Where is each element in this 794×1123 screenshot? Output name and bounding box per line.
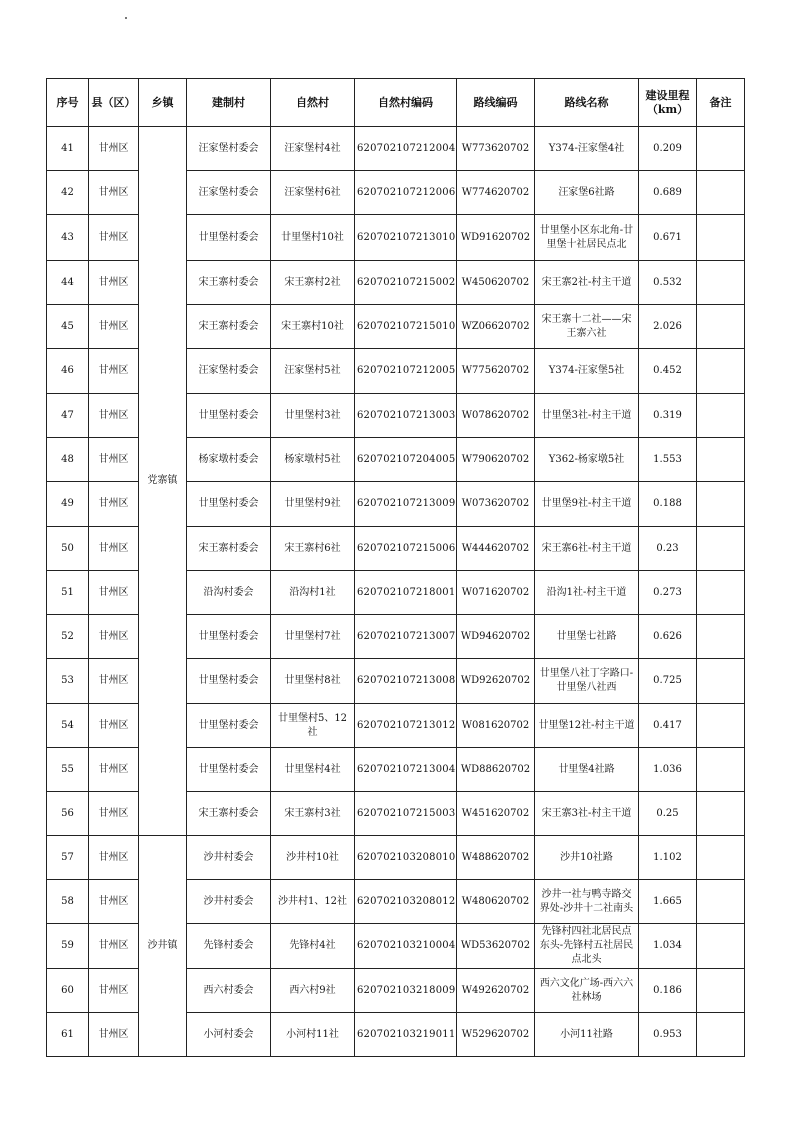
length-cell: 0.186: [639, 969, 697, 1013]
natural-village-cell: 沿沟村1社: [271, 571, 355, 615]
remarks-cell: [697, 127, 745, 171]
remarks-cell: [697, 659, 745, 704]
admin-village-cell: 宋王寨村委会: [187, 527, 271, 571]
remarks-cell: [697, 571, 745, 615]
remarks-cell: [697, 261, 745, 305]
seq-cell: 47: [47, 394, 89, 438]
route-name-cell: 沙井一社与鸭寺路交界处-沙井十二社南头: [535, 880, 639, 924]
village-code-cell: 620702103219011: [355, 1013, 457, 1057]
route-code-cell: W492620702: [457, 969, 535, 1013]
length-cell: 1.036: [639, 748, 697, 792]
table-header-row: [47, 79, 745, 127]
length-cell: 0.23: [639, 527, 697, 571]
route-name-cell: Y374-汪家堡5社: [535, 349, 639, 394]
remarks-cell: [697, 704, 745, 748]
county-cell: 甘州区: [89, 305, 139, 349]
header-col-admin-village: 建制村: [187, 79, 271, 127]
county-cell: 甘州区: [89, 880, 139, 924]
length-cell: 1.034: [639, 924, 697, 969]
village-code-cell: 620702107212005: [355, 349, 457, 394]
route-name-cell: 宋王寨十二社——宋王寨六社: [535, 305, 639, 349]
remarks-cell: [697, 171, 745, 215]
seq-cell: 53: [47, 659, 89, 704]
natural-village-cell: 廿里堡村9社: [271, 482, 355, 527]
admin-village-cell: 廿里堡村委会: [187, 482, 271, 527]
natural-village-cell: 汪家堡村5社: [271, 349, 355, 394]
remarks-cell: [697, 349, 745, 394]
village-code-cell: 620702107213004: [355, 748, 457, 792]
header-col-route-code: 路线编码: [457, 79, 535, 127]
remarks-cell: [697, 305, 745, 349]
length-cell: 0.953: [639, 1013, 697, 1057]
seq-cell: 51: [47, 571, 89, 615]
natural-village-cell: 廿里堡村4社: [271, 748, 355, 792]
route-code-cell: W444620702: [457, 527, 535, 571]
admin-village-cell: 沿沟村委会: [187, 571, 271, 615]
route-name-cell: 沙井10社路: [535, 836, 639, 880]
seq-cell: 58: [47, 880, 89, 924]
remarks-cell: [697, 924, 745, 969]
route-code-cell: W071620702: [457, 571, 535, 615]
road-construction-table: [46, 78, 745, 1057]
natural-village-cell: 廿里堡村3社: [271, 394, 355, 438]
route-name-cell: 廿里堡3社-村主干道: [535, 394, 639, 438]
admin-village-cell: 西六村委会: [187, 969, 271, 1013]
county-cell: 甘州区: [89, 482, 139, 527]
seq-cell: 50: [47, 527, 89, 571]
route-name-cell: Y362-杨家墩5社: [535, 438, 639, 482]
remarks-cell: [697, 748, 745, 792]
route-name-cell: 廿里堡八社丁字路口-廿里堡八社西: [535, 659, 639, 704]
scan-speck: [125, 17, 127, 19]
route-code-cell: W073620702: [457, 482, 535, 527]
route-code-cell: W450620702: [457, 261, 535, 305]
admin-village-cell: 廿里堡村委会: [187, 215, 271, 261]
seq-cell: 56: [47, 792, 89, 836]
remarks-cell: [697, 1013, 745, 1057]
route-code-cell: W488620702: [457, 836, 535, 880]
village-code-cell: 620702103218009: [355, 969, 457, 1013]
county-cell: 甘州区: [89, 615, 139, 659]
admin-village-cell: 汪家堡村委会: [187, 127, 271, 171]
county-cell: 甘州区: [89, 215, 139, 261]
remarks-cell: [697, 836, 745, 880]
header-col-town: 乡镇: [139, 79, 187, 127]
seq-cell: 46: [47, 349, 89, 394]
village-code-cell: 620702103210004: [355, 924, 457, 969]
admin-village-cell: 廿里堡村委会: [187, 748, 271, 792]
village-code-cell: 620702107213010: [355, 215, 457, 261]
length-cell: 0.209: [639, 127, 697, 171]
route-name-cell: 宋王寨2社-村主干道: [535, 261, 639, 305]
route-code-cell: WD92620702: [457, 659, 535, 704]
route-code-cell: W078620702: [457, 394, 535, 438]
remarks-cell: [697, 792, 745, 836]
seq-cell: 43: [47, 215, 89, 261]
table-row: [47, 836, 745, 880]
length-cell: 0.188: [639, 482, 697, 527]
admin-village-cell: 沙井村委会: [187, 880, 271, 924]
county-cell: 甘州区: [89, 969, 139, 1013]
admin-village-cell: 廿里堡村委会: [187, 394, 271, 438]
county-cell: 甘州区: [89, 1013, 139, 1057]
natural-village-cell: 先锋村4社: [271, 924, 355, 969]
admin-village-cell: 汪家堡村委会: [187, 349, 271, 394]
seq-cell: 41: [47, 127, 89, 171]
county-cell: 甘州区: [89, 704, 139, 748]
natural-village-cell: 杨家墩村5社: [271, 438, 355, 482]
county-cell: 甘州区: [89, 438, 139, 482]
village-code-cell: 620702107215010: [355, 305, 457, 349]
county-cell: 甘州区: [89, 924, 139, 969]
route-name-cell: 沿沟1社-村主干道: [535, 571, 639, 615]
length-cell: 2.026: [639, 305, 697, 349]
length-cell: 0.725: [639, 659, 697, 704]
length-cell: 0.626: [639, 615, 697, 659]
natural-village-cell: 沙井村1、12社: [271, 880, 355, 924]
natural-village-cell: 沙井村10社: [271, 836, 355, 880]
county-cell: 甘州区: [89, 748, 139, 792]
route-name-cell: 廿里堡9社-村主干道: [535, 482, 639, 527]
seq-cell: 44: [47, 261, 89, 305]
length-cell: 1.553: [639, 438, 697, 482]
natural-village-cell: 廿里堡村10社: [271, 215, 355, 261]
natural-village-cell: 廿里堡村5、12社: [271, 704, 355, 748]
route-name-cell: 廿里堡小区东北角-廿里堡十社居民点北: [535, 215, 639, 261]
route-name-cell: 廿里堡4社路: [535, 748, 639, 792]
admin-village-cell: 杨家墩村委会: [187, 438, 271, 482]
natural-village-cell: 宋王寨村2社: [271, 261, 355, 305]
seq-cell: 54: [47, 704, 89, 748]
county-cell: 甘州区: [89, 171, 139, 215]
seq-cell: 61: [47, 1013, 89, 1057]
county-cell: 甘州区: [89, 792, 139, 836]
village-code-cell: 620702107204005: [355, 438, 457, 482]
length-cell: 0.532: [639, 261, 697, 305]
length-cell: 0.319: [639, 394, 697, 438]
route-name-cell: 廿里堡七社路: [535, 615, 639, 659]
village-code-cell: 620702107212006: [355, 171, 457, 215]
admin-village-cell: 宋王寨村委会: [187, 792, 271, 836]
admin-village-cell: 廿里堡村委会: [187, 659, 271, 704]
admin-village-cell: 先锋村委会: [187, 924, 271, 969]
remarks-cell: [697, 615, 745, 659]
route-name-cell: 先锋村四社北居民点东头-先锋村五社居民点北头: [535, 924, 639, 969]
county-cell: 甘州区: [89, 571, 139, 615]
village-code-cell: 620702107215003: [355, 792, 457, 836]
seq-cell: 49: [47, 482, 89, 527]
header-col-village-code: 自然村编码: [355, 79, 457, 127]
header-col-natural-village: 自然村: [271, 79, 355, 127]
header-col-county: 县（区）: [89, 79, 139, 127]
route-code-cell: W774620702: [457, 171, 535, 215]
route-code-cell: W529620702: [457, 1013, 535, 1057]
village-code-cell: 620702107215002: [355, 261, 457, 305]
seq-cell: 45: [47, 305, 89, 349]
route-code-cell: W451620702: [457, 792, 535, 836]
length-cell: 0.417: [639, 704, 697, 748]
remarks-cell: [697, 969, 745, 1013]
route-code-cell: W775620702: [457, 349, 535, 394]
header-col-length: 建设里程（km）: [639, 79, 697, 127]
route-code-cell: W081620702: [457, 704, 535, 748]
seq-cell: 42: [47, 171, 89, 215]
route-code-cell: WD88620702: [457, 748, 535, 792]
seq-cell: 59: [47, 924, 89, 969]
village-code-cell: 620702107213008: [355, 659, 457, 704]
county-cell: 甘州区: [89, 394, 139, 438]
route-name-cell: 小河11社路: [535, 1013, 639, 1057]
natural-village-cell: 汪家堡村4社: [271, 127, 355, 171]
county-cell: 甘州区: [89, 127, 139, 171]
length-cell: 0.689: [639, 171, 697, 215]
header-col-route-name: 路线名称: [535, 79, 639, 127]
admin-village-cell: 宋王寨村委会: [187, 261, 271, 305]
header-col-remarks: 备注: [697, 79, 745, 127]
village-code-cell: 620702107213007: [355, 615, 457, 659]
seq-cell: 48: [47, 438, 89, 482]
natural-village-cell: 西六村9社: [271, 969, 355, 1013]
natural-village-cell: 宋王寨村6社: [271, 527, 355, 571]
route-code-cell: WD53620702: [457, 924, 535, 969]
route-code-cell: W790620702: [457, 438, 535, 482]
county-cell: 甘州区: [89, 349, 139, 394]
natural-village-cell: 宋王寨村3社: [271, 792, 355, 836]
route-name-cell: 西六文化广场-西六六社林场: [535, 969, 639, 1013]
length-cell: 0.452: [639, 349, 697, 394]
route-name-cell: 廿里堡12社-村主干道: [535, 704, 639, 748]
route-code-cell: W773620702: [457, 127, 535, 171]
remarks-cell: [697, 482, 745, 527]
seq-cell: 55: [47, 748, 89, 792]
seq-cell: 60: [47, 969, 89, 1013]
seq-cell: 52: [47, 615, 89, 659]
town-cell: 沙井镇: [139, 836, 187, 1057]
seq-cell: 57: [47, 836, 89, 880]
village-code-cell: 620702107213012: [355, 704, 457, 748]
village-code-cell: 620702107218001: [355, 571, 457, 615]
route-name-cell: 宋王寨3社-村主干道: [535, 792, 639, 836]
admin-village-cell: 廿里堡村委会: [187, 704, 271, 748]
admin-village-cell: 廿里堡村委会: [187, 615, 271, 659]
table-body: [47, 127, 745, 1057]
natural-village-cell: 廿里堡村8社: [271, 659, 355, 704]
natural-village-cell: 廿里堡村7社: [271, 615, 355, 659]
admin-village-cell: 汪家堡村委会: [187, 171, 271, 215]
table-row: [47, 127, 745, 171]
village-code-cell: 620702107215006: [355, 527, 457, 571]
village-code-cell: 620702107213003: [355, 394, 457, 438]
route-code-cell: W480620702: [457, 880, 535, 924]
length-cell: 0.273: [639, 571, 697, 615]
route-name-cell: Y374-汪家堡4社: [535, 127, 639, 171]
natural-village-cell: 宋王寨村10社: [271, 305, 355, 349]
natural-village-cell: 小河村11社: [271, 1013, 355, 1057]
natural-village-cell: 汪家堡村6社: [271, 171, 355, 215]
county-cell: 甘州区: [89, 527, 139, 571]
county-cell: 甘州区: [89, 836, 139, 880]
remarks-cell: [697, 215, 745, 261]
admin-village-cell: 沙井村委会: [187, 836, 271, 880]
town-cell: 党寨镇: [139, 127, 187, 836]
length-cell: 0.25: [639, 792, 697, 836]
route-name-cell: 汪家堡6社路: [535, 171, 639, 215]
village-code-cell: 620702107212004: [355, 127, 457, 171]
route-name-cell: 宋王寨6社-村主干道: [535, 527, 639, 571]
length-cell: 0.671: [639, 215, 697, 261]
route-code-cell: WD91620702: [457, 215, 535, 261]
remarks-cell: [697, 527, 745, 571]
village-code-cell: 620702103208012: [355, 880, 457, 924]
route-code-cell: WD94620702: [457, 615, 535, 659]
length-cell: 1.102: [639, 836, 697, 880]
remarks-cell: [697, 880, 745, 924]
remarks-cell: [697, 438, 745, 482]
admin-village-cell: 小河村委会: [187, 1013, 271, 1057]
village-code-cell: 620702107213009: [355, 482, 457, 527]
county-cell: 甘州区: [89, 261, 139, 305]
route-code-cell: WZ06620702: [457, 305, 535, 349]
length-cell: 1.665: [639, 880, 697, 924]
remarks-cell: [697, 394, 745, 438]
village-code-cell: 620702103208010: [355, 836, 457, 880]
header-col-seq: 序号: [47, 79, 89, 127]
admin-village-cell: 宋王寨村委会: [187, 305, 271, 349]
county-cell: 甘州区: [89, 659, 139, 704]
